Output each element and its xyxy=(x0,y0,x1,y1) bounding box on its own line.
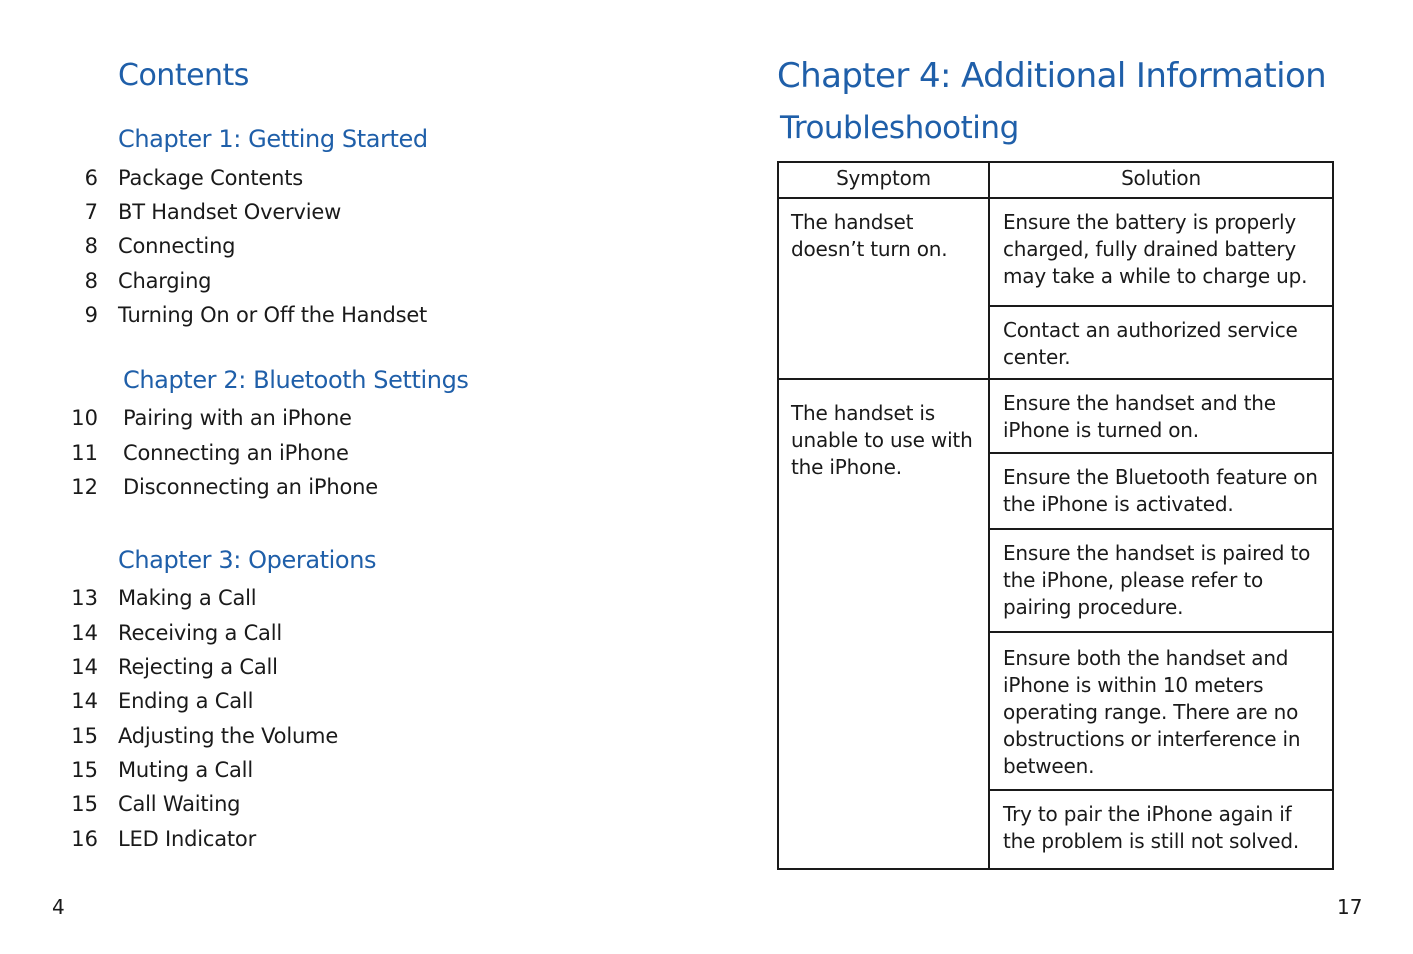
toc-page-number: 8 xyxy=(84,234,98,258)
toc-page-number: 7 xyxy=(84,200,98,224)
toc-item-link[interactable]: LED Indicator xyxy=(118,827,257,851)
toc-page-number: 15 xyxy=(71,758,98,782)
table-row xyxy=(778,379,1333,453)
toc-item-link[interactable]: Pairing with an iPhone xyxy=(123,406,352,430)
toc-page-number: 12 xyxy=(71,475,98,499)
troubleshooting-heading: Troubleshooting xyxy=(780,110,1019,146)
toc-item-link[interactable]: Ending a Call xyxy=(118,689,254,713)
chapter-4-title: Chapter 4: Additional Information xyxy=(777,56,1327,96)
toc-item-link[interactable]: Rejecting a Call xyxy=(118,655,278,679)
toc-page-number: 6 xyxy=(84,166,98,190)
toc-page-number: 15 xyxy=(71,792,98,816)
toc-item-link[interactable]: Receiving a Call xyxy=(118,621,282,645)
symptom-cell: The handset is unable to use with the iPhone. xyxy=(778,379,989,869)
contents-title: Contents xyxy=(118,58,249,93)
toc-item-link[interactable]: Turning On or Off the Handset xyxy=(118,303,428,327)
toc-item-link[interactable]: Making a Call xyxy=(118,586,257,610)
toc-page-number: 14 xyxy=(71,655,98,679)
toc-page-number: 10 xyxy=(71,406,98,430)
right-page-number: 17 xyxy=(1337,895,1363,919)
table-header-row xyxy=(778,162,1333,198)
toc-item-link[interactable]: Disconnecting an iPhone xyxy=(123,475,378,499)
toc-page-number: 9 xyxy=(84,303,98,327)
toc-page-number: 11 xyxy=(71,441,98,465)
toc-page-number: 14 xyxy=(71,689,98,713)
troubleshooting-table xyxy=(777,161,1334,870)
toc-item-link[interactable]: Adjusting the Volume xyxy=(118,724,339,748)
left-page-number: 4 xyxy=(52,895,65,919)
chapter-3-heading: Chapter 3: Operations xyxy=(118,546,377,574)
toc-item-link[interactable]: Connecting xyxy=(118,234,236,258)
toc-item-link[interactable]: Package Contents xyxy=(118,166,303,190)
toc-page-number: 14 xyxy=(71,621,98,645)
toc-page-number: 15 xyxy=(71,724,98,748)
toc-page-number: 16 xyxy=(71,827,98,851)
toc-item-link[interactable]: Connecting an iPhone xyxy=(123,441,349,465)
solution-cell: Ensure the handset and the iPhone is turned on. xyxy=(989,379,1333,453)
solution-cell: Ensure the battery is properly charged, fully drained battery may take a while to charge up. xyxy=(989,198,1333,306)
solution-cell: Ensure the Bluetooth feature on the iPhone is activated. xyxy=(989,453,1333,529)
solution-cell: Ensure the handset is paired to the iPhone, please refer to pairing procedure. xyxy=(989,529,1333,632)
chapter-1-heading: Chapter 1: Getting Started xyxy=(118,125,428,153)
solution-cell: Contact an authorized service center. xyxy=(989,306,1333,379)
toc-item-link[interactable]: Muting a Call xyxy=(118,758,253,782)
table-row xyxy=(778,198,1333,306)
symptom-cell: The handset doesn’t turn on. xyxy=(778,198,989,379)
chapter-2-heading: Chapter 2: Bluetooth Settings xyxy=(123,366,469,394)
toc-page-number: 8 xyxy=(84,269,98,293)
solution-cell: Ensure both the handset and iPhone is within 10 meters operating range. There are no obstructions or interference in between. xyxy=(989,632,1333,790)
toc-item-link[interactable]: BT Handset Overview xyxy=(118,200,342,224)
symptom-column-header: Symptom xyxy=(778,162,989,198)
solution-cell: Try to pair the iPhone again if the problem is still not solved. xyxy=(989,790,1333,869)
toc-page-number: 13 xyxy=(71,586,98,610)
solution-column-header: Solution xyxy=(989,162,1333,198)
toc-item-link[interactable]: Charging xyxy=(118,269,212,293)
toc-item-link[interactable]: Call Waiting xyxy=(118,792,241,816)
